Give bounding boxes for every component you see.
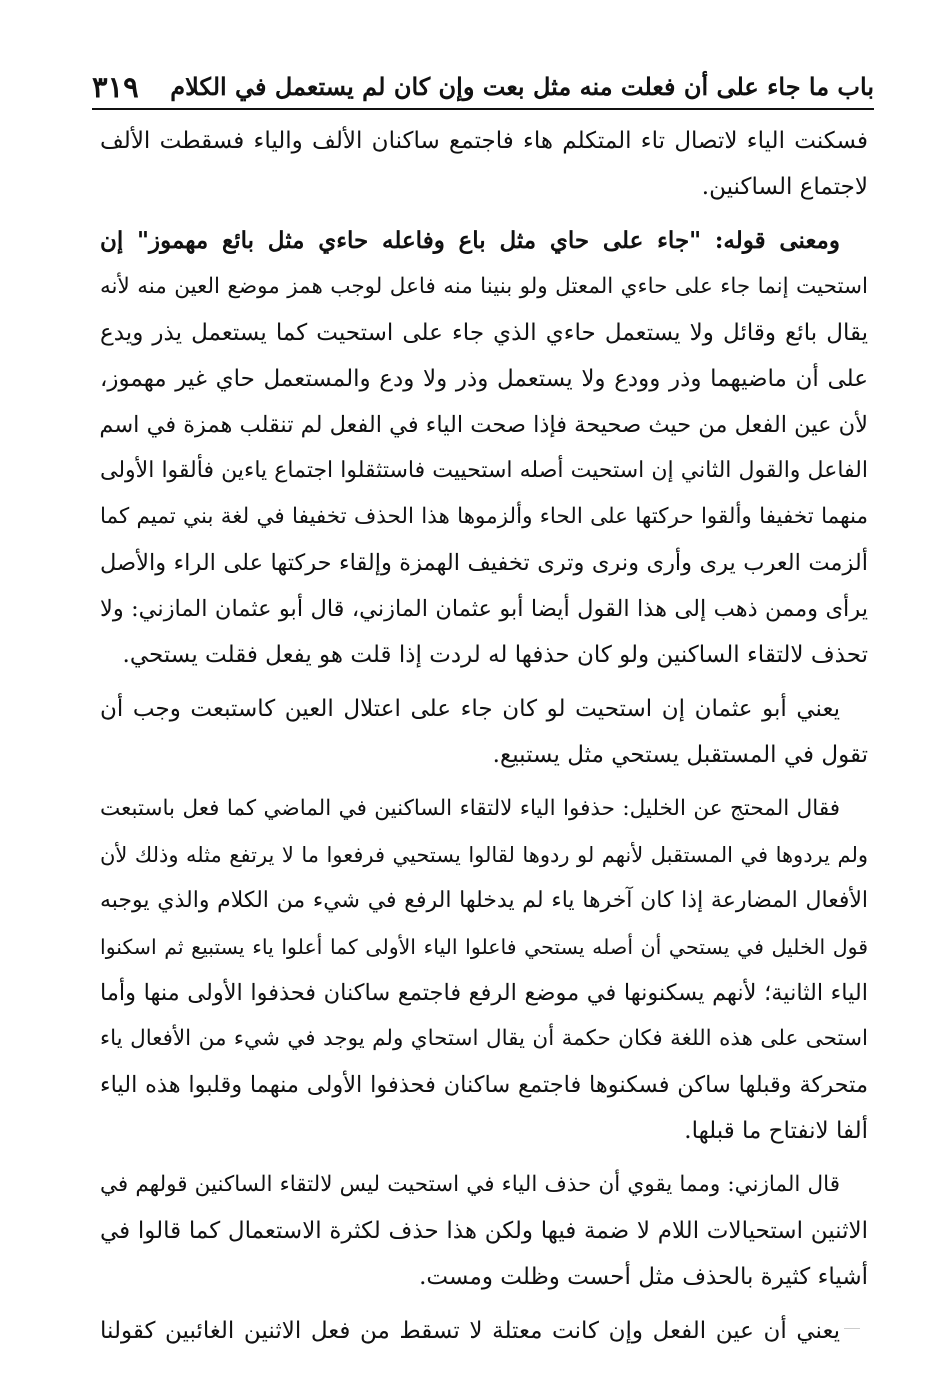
text-line: يعني أبو عثمان إن استحيت لو كان جاء على اعتلال العين كاستبعت وجب أن [100, 696, 840, 722]
text-line: الأفعال المضارعة إذا كان آخرها ياء لم يدخلها الرفع في شيء من الكلام والذي يوجبه [100, 888, 868, 913]
scan-mark [844, 1328, 860, 1329]
text-line: متحركة وقبلها ساكن فسكنوها فاجتمع ساكنان فحذفوا الأولى منهما وقلبوا هذه الياء [100, 1072, 868, 1098]
paragraph-gap [100, 210, 868, 218]
text-line: ومعنى قوله: "جاء على حاي مثل باع وفاعله حاءي مثل بائع مهموز" إن [100, 227, 840, 254]
text-line: يعني أن عين الفعل وإن كانت معتلة لا تسقط من فعل الاثنين الغائبين كقولنا [100, 1318, 840, 1344]
text-line: لأن عين الفعل من حيث صحيحة فإذا صحت الياء في الفعل لم تنقلب همزة في اسم [99, 412, 868, 438]
text-line: الفاعل والقول الثاني إن استحيت أصله استحييت فاستثقلوا اجتماع ياءين فألقوا الأولى [100, 458, 868, 483]
page-header [92, 56, 874, 106]
text-line: فقال المحتج عن الخليل: حذفوا الياء لالتقاء الساكنين في الماضي كما فعل باستبعت [100, 796, 840, 821]
paragraph-gap [100, 1300, 868, 1308]
text-line: يقال بائع وقائل ولا يستعمل حاءي الذي جاء على استحيت كما يستعمل يذر ويدع [100, 320, 868, 346]
text-line: لاجتماع الساكنين. [701, 174, 868, 200]
text-line: ألزمت العرب يرى وأرى ونرى وترى تخفيف الهمزة وإلقاء حركتها على الراء والأصل [100, 550, 868, 576]
text-line: قول الخليل في يستحي أن أصله يستحي فاعلوا الياء الأولى كما أعلوا ياء يستبيع ثم اسكنوا [100, 935, 868, 959]
text-line: استحى على هذه اللغة فكان حكمة أن يقال استحاي ولم يوجد في شيء من الأفعال ياء [100, 1026, 868, 1051]
text-line: تحذف لالتقاء الساكنين ولو كان حذفها له لردت إذا قلت هو يفعل فقلت يستحي. [122, 642, 868, 668]
header-rule [92, 108, 874, 110]
body-text [100, 118, 868, 1354]
paragraph [100, 218, 868, 678]
text-line: يرأى وممن ذهب إلى هذا القول أيضا أبو عثمان المازني، قال أبو عثمان المازني: ولا [100, 596, 868, 622]
text-line: قال المازني: ومما يقوي أن حذف الياء في استحيت ليس لالتقاء الساكنين قولهم في [100, 1172, 840, 1197]
text-line: فسكنت الياء لاتصال تاء المتكلم هاء فاجتمع ساكنان الألف والياء فسقطت الألف [100, 128, 868, 154]
running-title: باب ما جاء على أن فعلت منه مثل بعت وإن كان لم يستعمل في الكلام [170, 72, 874, 101]
text-line: على أن ماضيهما وذر وودع ولا يستعمل وذر ولا ودع والمستعمل حاي غير مهموز، [100, 366, 868, 392]
text-line: منهما تخفيفا وألقوا حركتها على الحاء وألزموها هذا الحذف تخفيفا في لغة بني تميم كما [100, 504, 868, 529]
paragraph-gap [100, 778, 868, 786]
text-line: الياء الثانية؛ لأنهم يسكنونها في موضع الرفع فاجتمع ساكنان فحذفوا الأولى منها وأما [100, 980, 868, 1006]
text-line: ألفا لانفتاح ما قبلها. [684, 1118, 868, 1144]
paragraph [100, 1308, 868, 1354]
paragraph-gap [100, 678, 868, 686]
paragraph [100, 686, 868, 778]
text-line: الاثنين استحيالات اللام لا ضمة فيها ولكن هذا حذف لكثرة الاستعمال كما قالوا في [100, 1218, 868, 1244]
text-line: ولم يردوها في المستقبل لأنهم لو ردوها لقالوا يستحيي فرفعوا ما لا يرتفع مثله وذلك لأن [100, 843, 868, 867]
paragraph [100, 1162, 868, 1300]
paragraph [100, 786, 868, 1154]
text-line: تقول في المستقبل يستحي مثل يستبيع. [492, 742, 868, 768]
paragraph [100, 118, 868, 210]
text-line: أشياء كثيرة بالحذف مثل أحست وظلت ومست. [419, 1264, 868, 1290]
text-line: استحيت إنما جاء على حاءي المعتل ولو بنينا منه فاعل لوجب همز موضع العين منه لأنه [100, 274, 868, 299]
paragraph-gap [100, 1154, 868, 1162]
page-number: ٣١٩ [92, 70, 139, 104]
